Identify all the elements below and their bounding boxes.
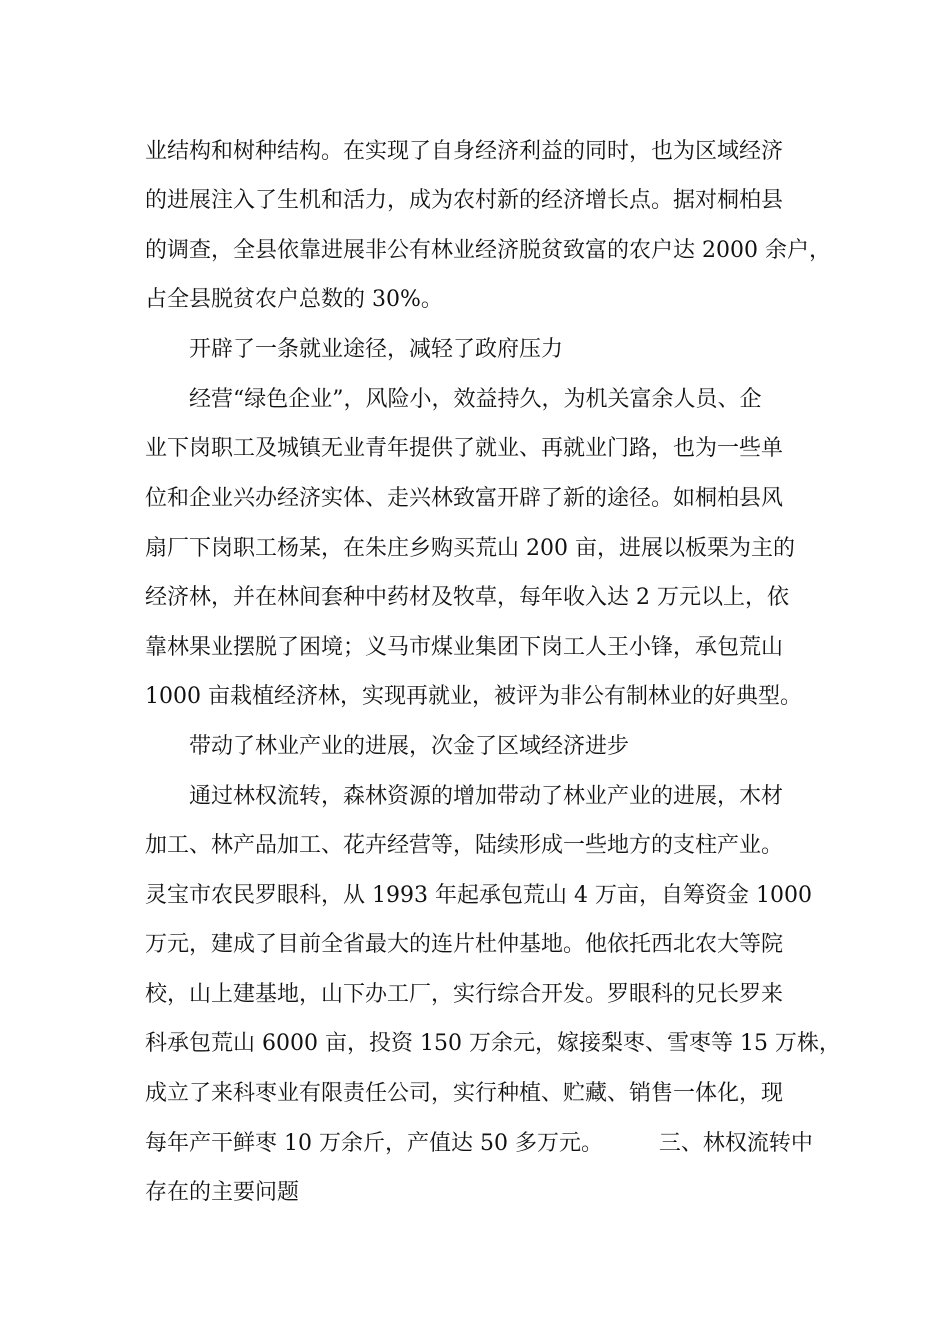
body-text-line: 通过林权流转，森林资源的增加带动了林业产业的进展，木材: [189, 784, 784, 809]
body-text-line: 灵宝市农民罗眼科，从 1993 年起承包荒山 4 万亩，自筹资金 1000: [145, 883, 812, 908]
body-text-line: 经营“绿色企业”，风险小，效益持久，为机关富余人员、企: [189, 387, 762, 412]
body-text-line: 成立了来科枣业有限责任公司，实行种植、贮藏、销售一体化，现: [145, 1081, 784, 1106]
body-text-line: 经济林，并在林间套种中药材及牧草，每年收入达 2 万元以上，依: [145, 585, 789, 610]
body-text-line: 占全县脱贫农户总数的 30%。: [145, 287, 443, 312]
body-text-line: 校，山上建基地，山下办工厂，实行综合开发。罗眼科的兄长罗来: [145, 982, 784, 1007]
body-text-line: 科承包荒山 6000 亩，投资 150 万余元，嫁接梨枣、雪枣等 15 万株，: [145, 1031, 841, 1056]
body-text-line: 万元，建成了目前全省最大的连片杜仲基地。他依托西北农大等院: [145, 932, 784, 957]
section-heading: 带动了林业产业的进展，次金了区域经济进步: [189, 734, 630, 759]
body-text-line: 加工、林产品加工、花卉经营等，陆续形成一些地方的支柱产业。: [145, 833, 784, 858]
body-text-line: 位和企业兴办经济实体、走兴林致富开辟了新的途径。如桐柏县风: [145, 486, 784, 511]
body-text-line: 业下岗职工及城镇无业青年提供了就业、再就业门路，也为一些单: [145, 436, 784, 461]
body-text-line: 的进展注入了生机和活力，成为农村新的经济增长点。据对桐柏县: [145, 188, 784, 213]
body-text-line: 1000 亩栽植经济林，实现再就业，被评为非公有制林业的好典型。: [145, 684, 802, 709]
section-heading: 开辟了一条就业途径，减轻了政府压力: [189, 337, 564, 362]
body-text-line: 靠林果业摆脱了困境；义马市煤业集团下岗工人王小锋，承包荒山: [145, 635, 784, 660]
section-heading-continuation: 存在的主要问题: [145, 1180, 300, 1205]
body-text-line: 扇厂下岗职工杨某，在朱庄乡购买荒山 200 亩，进展以板栗为主的: [145, 536, 795, 561]
body-text-line: 业结构和树种结构。在实现了自身经济利益的同时，也为区域经济: [145, 139, 784, 164]
body-text-line: 的调查，全县依靠进展非公有林业经济脱贫致富的农户达 2000 余户，: [145, 238, 831, 263]
body-text-line: 每年产干鲜枣 10 万余斤，产值达 50 多万元。 三、林权流转中: [145, 1131, 813, 1156]
